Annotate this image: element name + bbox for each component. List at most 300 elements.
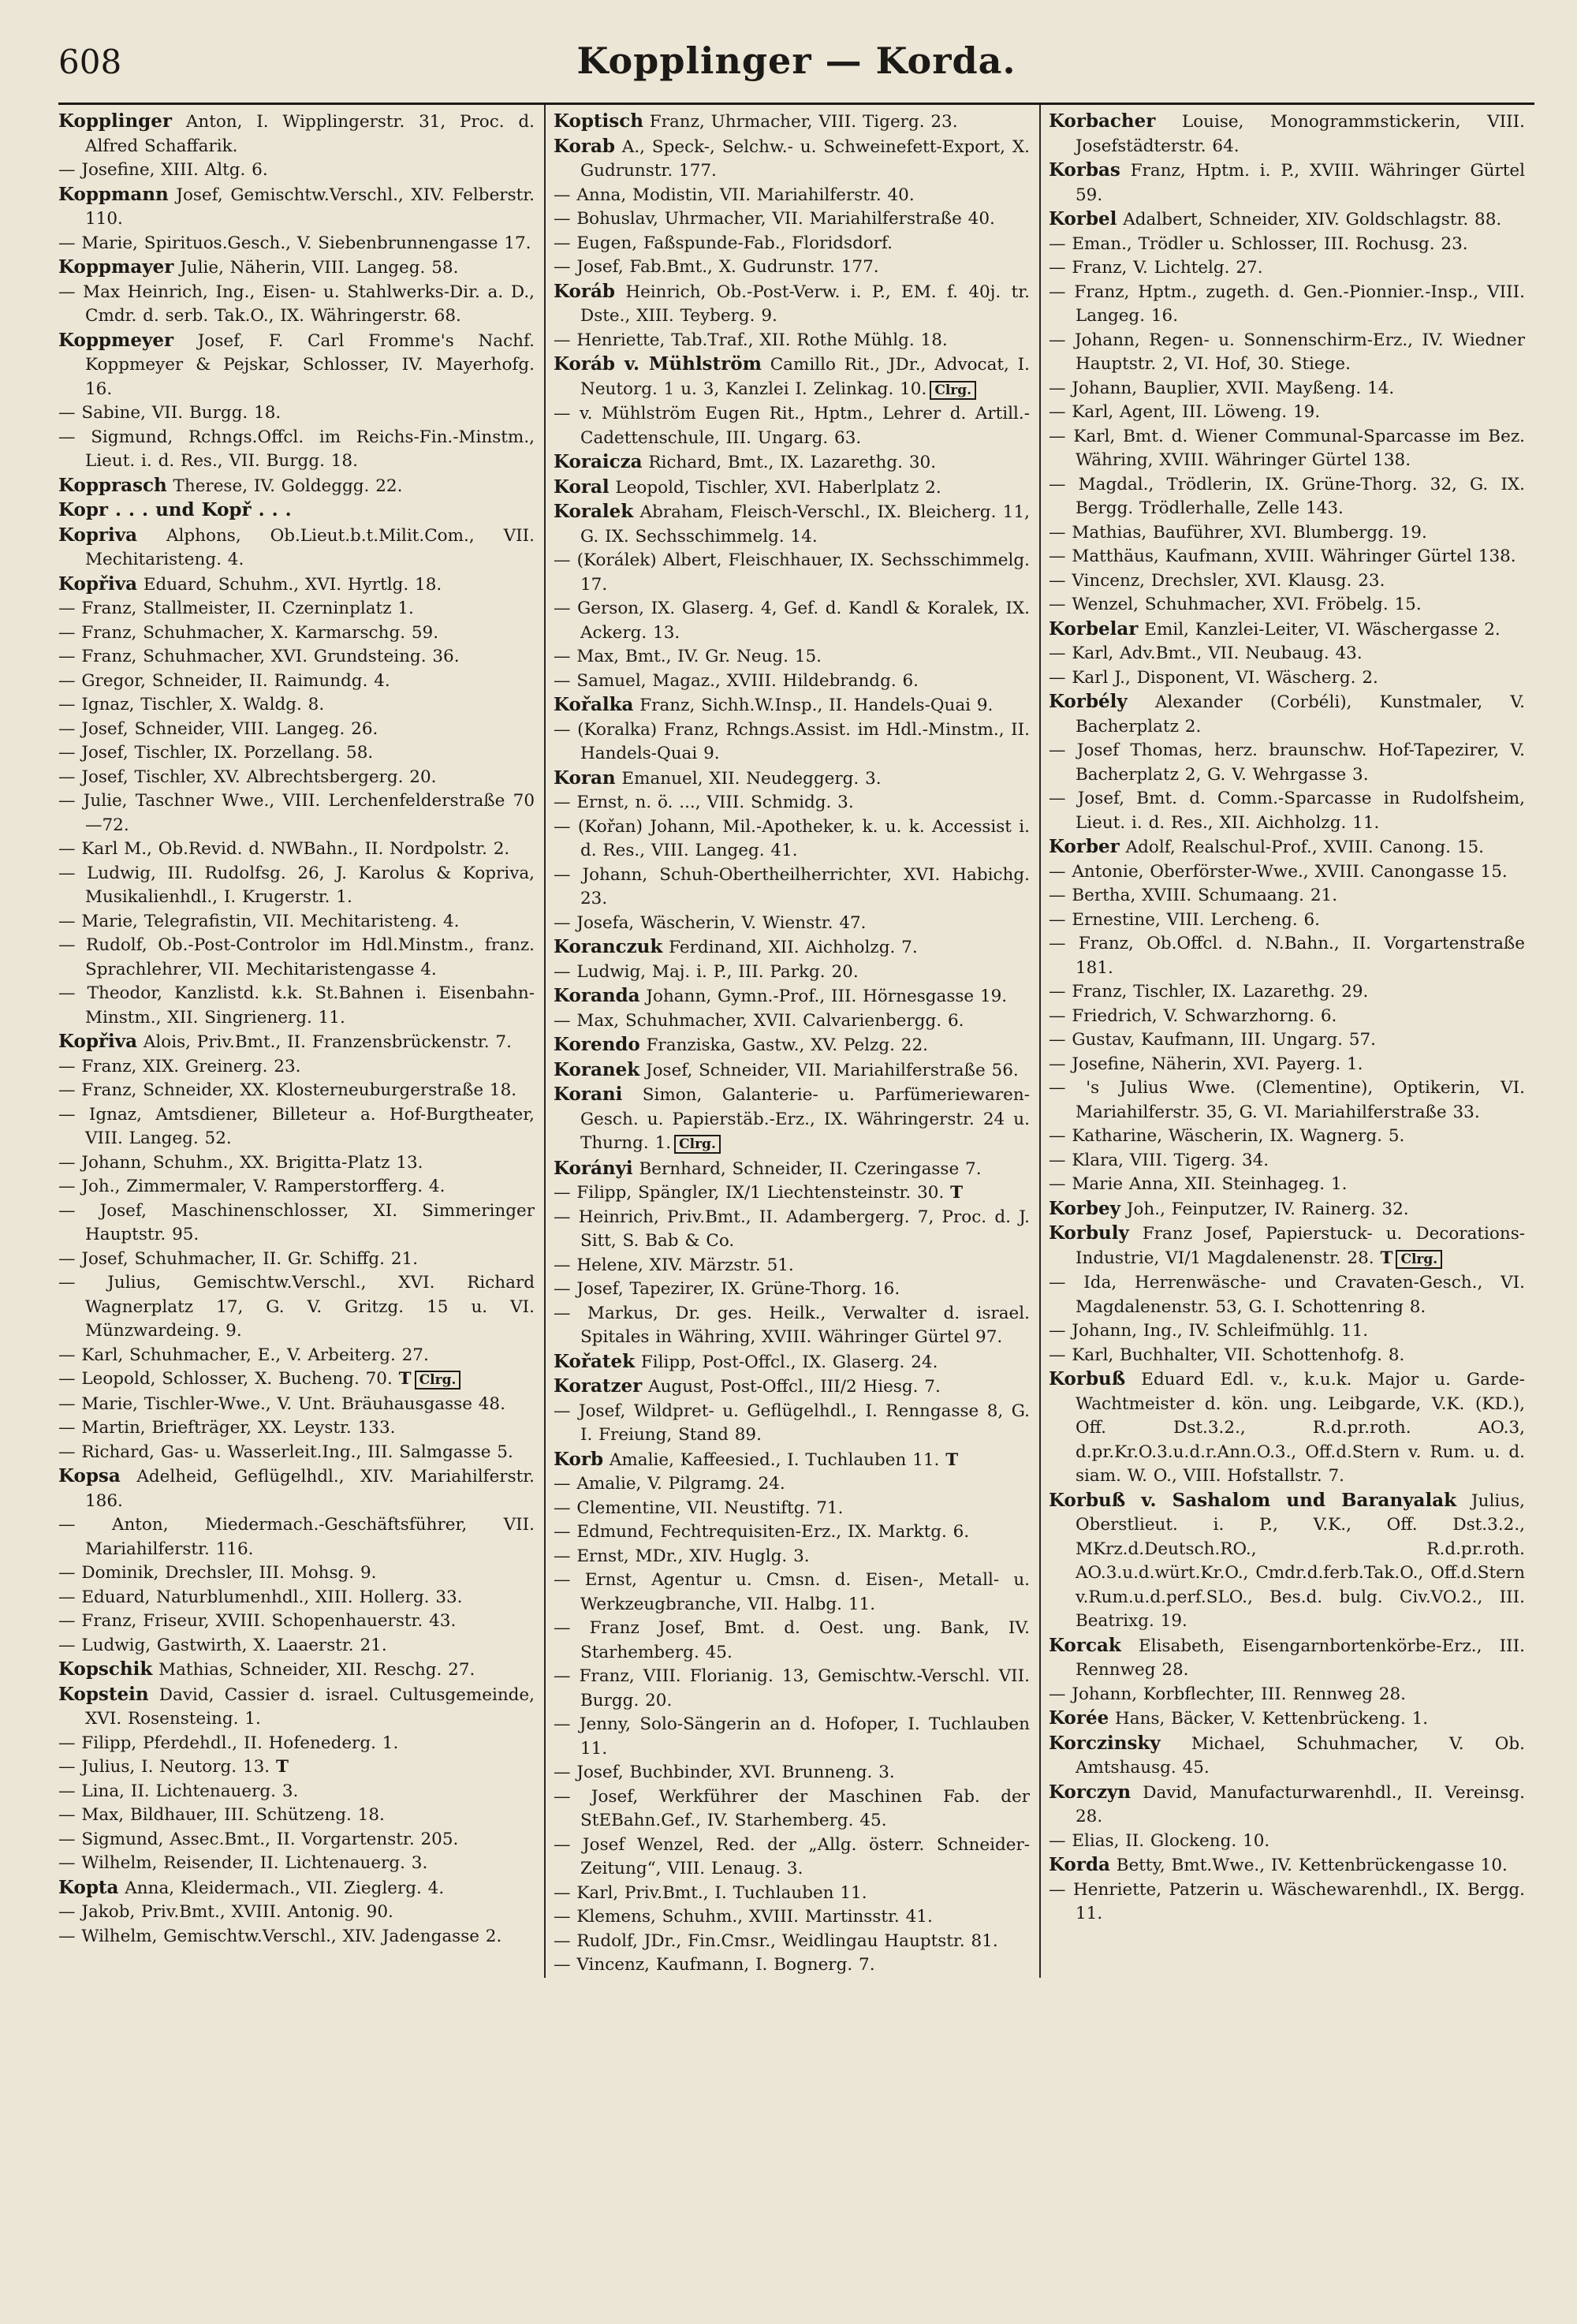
- directory-entry: [58, 837, 535, 862]
- entry-details: — Franz, Stallmeister, II. Czerninplatz 1.: [58, 599, 414, 618]
- entry-details: Leopold, Tischler, XVI. Haberlplatz 2.: [609, 477, 941, 498]
- directory-entry: [58, 426, 535, 474]
- entry-details: — Marie Anna, XII. Steinhageg. 1.: [1049, 1174, 1348, 1194]
- directory-entry: [1049, 1781, 1525, 1830]
- directory-entry: [554, 476, 1030, 501]
- entry-details: — Josef, Buchbinder, XVI. Brunneng. 3.: [554, 1763, 895, 1782]
- telephone-mark: T: [945, 1449, 959, 1470]
- entry-details: — Josef, Schneider, VIII. Langeg. 26.: [58, 718, 378, 739]
- directory-entry: [1049, 980, 1525, 1005]
- entry-details: Elisabeth, Eisengarnbortenkörbe-Erz., III. Rennweg 28.: [1076, 1636, 1525, 1680]
- entry-details: — Karl, Schuhmacher, E., V. Arbeiterg. 27.: [58, 1345, 429, 1365]
- directory-entry: [554, 1785, 1030, 1833]
- directory-entry: [554, 767, 1030, 792]
- directory-entry: [1049, 908, 1525, 933]
- directory-entry: [58, 498, 535, 524]
- entry-details: — Dominik, Drechsler, III. Mohsg. 9.: [58, 1563, 377, 1583]
- directory-entry: [1049, 787, 1525, 835]
- directory-entry: [58, 1634, 535, 1658]
- entry-details: — Josef, Tischler, XV. Albrechtsbergerg. 20.: [58, 767, 437, 787]
- entry-details: Filipp, Post-Offcl., IX. Glaserg. 24.: [635, 1352, 938, 1372]
- entry-details: — Karl, Agent, III. Löweng. 19.: [1049, 402, 1321, 422]
- entry-details: — Johann, Regen- u. Sonnenschirm-Erz., IV. Wiedner Hauptstr. 2, VI. Hof, 30. Stiege.: [1049, 330, 1525, 374]
- column-2: [544, 105, 1039, 1978]
- directory-entry: [58, 741, 535, 766]
- directory-entry: [58, 1030, 535, 1055]
- directory-entry: [58, 183, 535, 232]
- entry-details: — Karl, Adv.Bmt., VII. Neubaug. 43.: [1049, 643, 1363, 663]
- entry-details: — Mathias, Bauführer, XVI. Blumbergg. 19.: [1049, 522, 1427, 543]
- directory-entry: [58, 1901, 535, 1925]
- entry-details: — Max Heinrich, Ing., Eisen- u. Stahlwerks-Dir. a. D., Cmdr. d. serb. Tak.O., IX. Währingerstr. 68.: [58, 282, 535, 326]
- directory-entry: [58, 1610, 535, 1634]
- directory-entry: [58, 1804, 535, 1828]
- directory-entry: [1049, 932, 1525, 980]
- entry-details: — Vincenz, Kaufmann, I. Bognerg. 7.: [554, 1955, 875, 1975]
- entry-surname: Korcak: [1049, 1634, 1121, 1656]
- entry-details: Franz, Sichh.W.Insp., II. Handels-Quai 9.: [633, 696, 994, 715]
- entry-details: — Franz, Friseur, XVIII. Schopenhauerstr. 43.: [58, 1611, 457, 1631]
- entry-details: Emil, Kanzlei-Leiter, VI. Wäschergasse 2.: [1138, 619, 1501, 640]
- entry-details: Anton, I. Wipplingerstr. 31, Proc. d. Alfred Schaffarik.: [85, 112, 535, 156]
- directory-entry: [58, 1683, 535, 1732]
- directory-entry: [554, 1905, 1030, 1930]
- directory-entry: [1049, 593, 1525, 617]
- directory-entry: [58, 1513, 535, 1561]
- entry-details: — Josef, Werkführer der Maschinen Fab. der StEBahn.Gef., IV. Starhemberg. 45.: [554, 1786, 1030, 1830]
- entry-surname: Korbacher: [1049, 110, 1156, 132]
- directory-entry: [554, 1157, 1030, 1182]
- directory-entry: [554, 280, 1030, 329]
- entry-details: — Gerson, IX. Glaserg. 4, Gef. d. Kandl & Koralek, IX. Ackerg. 13.: [554, 599, 1030, 643]
- directory-entry: [554, 670, 1030, 694]
- directory-entry: [554, 1302, 1030, 1350]
- directory-entry: [1049, 569, 1525, 594]
- directory-entry: [1049, 642, 1525, 666]
- directory-entry: [58, 1151, 535, 1176]
- directory-entry: [1049, 1878, 1525, 1927]
- entry-details: Franz, Hptm. i. P., XVIII. Währinger Gürtel 59.: [1076, 161, 1525, 205]
- entry-details: — Richard, Gas- u. Wasserleit.Ing., III. Salmgasse 5.: [58, 1442, 513, 1462]
- directory-entry: [554, 184, 1030, 208]
- entry-details: — Jenny, Solo-Sängerin an d. Hofoper, I. Tuchlauben 11.: [554, 1714, 1030, 1759]
- entry-details: Adelheid, Geflügelhdl., XIV. Mariahilferstr. 186.: [85, 1467, 535, 1511]
- entry-details: — Eugen, Faßspunde-Fab., Floridsdorf.: [554, 233, 893, 253]
- entry-details: — Josef, Wildpret- u. Geflügelhdl., I. Renngasse 8, G. I. Freiung, Stand 89.: [554, 1401, 1030, 1445]
- directory-entry: [554, 1761, 1030, 1785]
- directory-entry: [1049, 1830, 1525, 1854]
- entry-details: Camillo Rit., JDr., Advocat, I. Neutorg. 1 u. 3, Kanzlei I. Zelinkag. 10.: [580, 355, 1030, 399]
- entry-surname: Kopta: [58, 1876, 119, 1898]
- entry-details: — Max, Schuhmacher, XVII. Calvarienbergg. 6.: [554, 1010, 964, 1031]
- directory-entry: [1049, 545, 1525, 569]
- entry-details: — Markus, Dr. ges. Heilk., Verwalter d. israel. Spitales in Währing, XVIII. Währinger Gürtel 97.: [554, 1303, 1030, 1347]
- entry-details: — Gregor, Schneider, II. Raimundg. 4.: [58, 670, 390, 691]
- entry-details: — Samuel, Magaz., XVIII. Hildebrandg. 6.: [554, 670, 919, 691]
- entry-details: — Sigmund, Rchngs.Offcl. im Reichs-Fin.-Minstm., Lieut. i. d. Res., VII. Burgg. 18.: [58, 427, 535, 471]
- entry-details: — Eduard, Naturblumenhdl., XIII. Hollerg. 33.: [58, 1587, 463, 1607]
- entry-details: — Bertha, XVIII. Schumaang. 21.: [1049, 886, 1338, 905]
- entry-details: Ferdinand, XII. Aichholzg. 7.: [662, 938, 918, 957]
- directory-entry: [554, 1882, 1030, 1906]
- directory-entry: [554, 1569, 1030, 1617]
- entry-details: — Josef, Maschinenschlosser, XI. Simmeringer Hauptstr. 95.: [58, 1200, 535, 1244]
- directory-entry: [1049, 666, 1525, 691]
- directory-entry: [1049, 835, 1525, 860]
- entry-details: Joh., Feinputzer, IV. Rainerg. 32.: [1120, 1199, 1409, 1219]
- entry-surname: Kopr . . . und Kopř . . .: [58, 499, 292, 520]
- entry-surname: Kopřiva: [58, 573, 138, 595]
- entry-details: Franz, Uhrmacher, VIII. Tigerg. 23.: [643, 112, 958, 132]
- entry-details: — Antonie, Oberförster-Wwe., XVIII. Canongasse 15.: [1049, 861, 1508, 882]
- entry-details: — Johann, Schuhm., XX. Brigitta-Platz 13.: [58, 1152, 423, 1173]
- entry-surname: Koraicza: [554, 451, 643, 472]
- directory-entry: [1049, 233, 1525, 257]
- entry-surname: Koranek: [554, 1058, 640, 1080]
- entry-details: — Karl, Bmt. d. Wiener Communal-Sparcasse im Bez. Währing, XVIII. Währinger Gürtel 138.: [1049, 426, 1525, 470]
- directory-entry: [1049, 1053, 1525, 1077]
- directory-entry: [1049, 473, 1525, 521]
- directory-entry: [1049, 1028, 1525, 1053]
- entry-surname: Kopplinger: [58, 110, 173, 132]
- entry-surname: Korbély: [1049, 691, 1128, 712]
- directory-entry: [554, 1033, 1030, 1058]
- entry-surname: Koráb: [554, 280, 615, 302]
- entry-details: — Leopold, Schlosser, X. Bucheng. 70.: [58, 1369, 393, 1389]
- directory-entry: [554, 597, 1030, 645]
- directory-entry: [1049, 377, 1525, 401]
- entry-surname: Korbel: [1049, 208, 1117, 229]
- entry-details: Hans, Bäcker, V. Kettenbrückeng. 1.: [1109, 1709, 1429, 1729]
- entry-details: — Josef, Fab.Bmt., X. Gudrunstr. 177.: [554, 257, 879, 277]
- entry-details: — Eman., Trödler u. Schlosser, III. Rochusg. 23.: [1049, 233, 1468, 254]
- directory-entry: [58, 1441, 535, 1465]
- directory-entry: [554, 1009, 1030, 1034]
- entry-details: Josef, Gemischtw.Verschl., XIV. Felberstr. 110.: [85, 185, 535, 229]
- running-title: Kopplinger — Korda.: [576, 39, 1016, 82]
- directory-entry: [58, 862, 535, 910]
- directory-entry: [1049, 329, 1525, 377]
- directory-entry: [58, 329, 535, 402]
- entry-details: — Franz, Schneider, XX. Klosterneuburgerstraße 18.: [58, 1080, 517, 1100]
- entry-details: David, Cassier d. israel. Cultusgemeinde, XVI. Rosensteing. 1.: [85, 1684, 535, 1729]
- directory-entry: [1049, 110, 1525, 159]
- entry-details: — Josef, Tischler, IX. Porzellang. 58.: [58, 743, 374, 763]
- entry-details: — Johann, Schuh-Obertheilherrichter, XVI. Habichg. 23.: [554, 864, 1030, 908]
- directory-entry: [554, 232, 1030, 256]
- entry-details: Anna, Kleidermach., VII. Zieglerg. 4.: [118, 1878, 445, 1898]
- entry-details: — Franz, Tischler, IX. Lazarethg. 29.: [1049, 982, 1369, 1002]
- entry-details: Josef, Schneider, VII. Mariahilferstraße 56.: [639, 1060, 1019, 1080]
- entry-details: — Rudolf, Ob.-Post-Controlor im Hdl.Minstm., franz. Sprachlehrer, VII. Mechitaristengasse 4.: [58, 935, 535, 979]
- directory-entry: [58, 1055, 535, 1080]
- entry-details: — Wenzel, Schuhmacher, XVI. Fröbelg. 15.: [1049, 595, 1422, 614]
- entry-details: — Franz, Ob.Offcl. d. N.Bahn., II. Vorgartenstraße 181.: [1049, 934, 1525, 978]
- entry-surname: Korb: [554, 1448, 604, 1470]
- directory-entry: [1049, 256, 1525, 281]
- entry-details: — Franz, V. Lichtelg. 27.: [1049, 258, 1263, 278]
- directory-entry: [1049, 690, 1525, 739]
- entry-surname: Koppmann: [58, 183, 169, 205]
- directory-entry: [1049, 1149, 1525, 1173]
- entry-details: — Amalie, V. Pilgramg. 24.: [554, 1474, 785, 1494]
- entry-surname: Koranda: [554, 985, 640, 1006]
- entry-details: Julie, Näherin, VIII. Langeg. 58.: [173, 258, 459, 278]
- entry-surname: Korendo: [554, 1034, 640, 1055]
- entry-details: Alphons, Ob.Lieut.b.t.Milit.Com., VII. Mechitaristeng. 4.: [85, 525, 535, 569]
- directory-entry: [58, 1658, 535, 1683]
- column-3: [1039, 105, 1534, 1978]
- entry-details: — Max, Bildhauer, III. Schützeng. 18.: [58, 1805, 385, 1825]
- entry-surname: Koralek: [554, 501, 634, 522]
- entry-surname: Kopřiva: [58, 1031, 138, 1052]
- entry-details: — Henriette, Tab.Traf., XII. Rothe Mühlg. 18.: [554, 330, 948, 350]
- entry-surname: Korbuß: [1049, 1368, 1126, 1390]
- entry-details: — Lina, II. Lichtenauerg. 3.: [58, 1781, 299, 1801]
- entry-details: — Marie, Tischler-Wwe., V. Unt. Bräuhausgasse 48.: [58, 1393, 505, 1414]
- entry-details: Alois, Priv.Bmt., II. Franzensbrückenstr. 7.: [137, 1032, 512, 1052]
- directory-entry: [554, 500, 1030, 549]
- entry-details: Eduard, Schuhm., XVI. Hyrtlg. 18.: [137, 574, 442, 595]
- directory-entry: [1049, 1005, 1525, 1029]
- entry-details: — Julie, Taschner Wwe., VIII. Lerchenfelderstraße 70—72.: [58, 791, 535, 835]
- entry-details: David, Manufacturwarenhdl., II. Vereinsg. 28.: [1076, 1782, 1525, 1826]
- directory-entry: [554, 1206, 1030, 1254]
- directory-entry: [58, 1367, 535, 1393]
- entry-details: — Marie, Telegrafistin, VII. Mechitaristeng. 4.: [58, 911, 460, 931]
- entry-details: A., Speck-, Selchw.- u. Schweinefett-Export, X. Gudrunstr. 177.: [580, 136, 1030, 181]
- directory-entry: [1049, 159, 1525, 207]
- entry-details: Emanuel, XII. Neudeggerg. 3.: [615, 768, 882, 789]
- directory-entry: [1049, 1732, 1525, 1781]
- directory-entry: [58, 1828, 535, 1852]
- directory-entry: [554, 1665, 1030, 1713]
- directory-entry: [554, 1713, 1030, 1761]
- entry-details: Betty, Bmt.Wwe., IV. Kettenbrückengasse 10.: [1109, 1856, 1508, 1875]
- directory-entry: [554, 1375, 1030, 1400]
- directory-entry: [554, 353, 1030, 402]
- directory-entry: [554, 110, 1030, 135]
- entry-details: — Josefa, Wäscherin, V. Wienstr. 47.: [554, 912, 867, 933]
- entry-details: — Theodor, Kanzlistd. k.k. St.Bahnen i. Eisenbahn-Minstm., XII. Singrienerg. 11.: [58, 983, 535, 1028]
- page-number: 608: [58, 43, 122, 81]
- entry-details: — Karl M., Ob.Revid. d. NWBahn., II. Nordpolstr. 2.: [58, 839, 510, 859]
- entry-surname: Kopriva: [58, 524, 138, 546]
- directory-entry: [58, 645, 535, 670]
- directory-entry: [58, 159, 535, 183]
- entry-surname: Korbuly: [1049, 1222, 1129, 1244]
- directory-entry: [1049, 1634, 1525, 1683]
- directory-entry: [58, 232, 535, 256]
- telephone-mark: T: [398, 1369, 412, 1389]
- entry-details: Amalie, Kaffeesied., I. Tuchlauben 11.: [603, 1449, 940, 1470]
- directory-entry: [1049, 1319, 1525, 1344]
- entry-details: Therese, IV. Goldeggg. 22.: [166, 476, 403, 496]
- entry-details: — (Koralka) Franz, Rchngs.Assist. im Hdl.-Minstm., II. Handels-Quai 9.: [554, 719, 1030, 763]
- directory-columns: [58, 103, 1534, 1978]
- entry-surname: Kořatek: [554, 1350, 636, 1372]
- directory-entry: [554, 718, 1030, 767]
- entry-details: — Sigmund, Assec.Bmt., II. Vorgartenstr. 205.: [58, 1829, 459, 1849]
- directory-entry: [58, 934, 535, 982]
- entry-surname: Korczinsky: [1049, 1732, 1161, 1754]
- entry-details: Franz Josef, Papierstuck- u. Decorations-Industrie, VI/1 Magdalenenstr. 28.: [1076, 1224, 1525, 1268]
- entry-surname: Kopschik: [58, 1658, 153, 1680]
- entry-details: — Wilhelm, Reisender, II. Lichtenauerg. 3.: [58, 1853, 428, 1873]
- entry-details: — Karl J., Disponent, VI. Wäscherg. 2.: [1049, 667, 1378, 688]
- entry-details: — Ludwig, Gastwirth, X. Laaerstr. 21.: [58, 1635, 387, 1655]
- entry-details: — Marie, Spirituos.Gesch., V. Siebenbrunnengasse 17.: [58, 233, 531, 253]
- entry-details: — Josefine, XIII. Altg. 6.: [58, 160, 268, 180]
- entry-details: — (Korálek) Albert, Fleischhauer, IX. Sechsschimmelg. 17.: [554, 550, 1030, 595]
- directory-entry: [1049, 1489, 1525, 1634]
- entry-surname: Kopstein: [58, 1683, 149, 1705]
- directory-entry: [554, 961, 1030, 985]
- directory-entry: [58, 718, 535, 742]
- clearing-badge: Clrg.: [674, 1135, 721, 1154]
- entry-details: Johann, Gymn.-Prof., III. Hörnesgasse 19.: [639, 987, 1008, 1006]
- directory-entry: [554, 1254, 1030, 1278]
- directory-entry: [58, 1271, 535, 1344]
- directory-entry: [554, 1930, 1030, 1954]
- entry-details: Bernhard, Schneider, II. Czeringasse 7.: [632, 1158, 982, 1179]
- directory-entry: [1049, 1853, 1525, 1878]
- entry-surname: Koratzer: [554, 1375, 643, 1397]
- entry-surname: Korda: [1049, 1854, 1110, 1875]
- directory-entry: [554, 1083, 1030, 1157]
- directory-entry: [554, 864, 1030, 912]
- entry-details: — Matthäus, Kaufmann, XVIII. Währinger Gürtel 138.: [1049, 546, 1516, 566]
- directory-entry: [554, 1833, 1030, 1882]
- directory-entry: [554, 693, 1030, 718]
- directory-entry: [58, 1876, 535, 1901]
- directory-entry: [554, 1953, 1030, 1978]
- entry-details: Alexander (Corbéli), Kunstmaler, V. Bacherplatz 2.: [1076, 692, 1525, 737]
- directory-entry: [1049, 521, 1525, 546]
- directory-entry: [1049, 1271, 1525, 1319]
- directory-entry: [1049, 207, 1525, 233]
- directory-entry: [58, 573, 535, 598]
- entry-details: August, Post-Offcl., III/2 Hiesg. 7.: [642, 1377, 941, 1397]
- directory-entry: [58, 670, 535, 694]
- directory-entry: [554, 135, 1030, 184]
- entry-surname: Koppmeyer: [58, 329, 174, 351]
- entry-details: — (Kořan) Johann, Mil.-Apotheker, k. u. k. Accessist i. d. Res., VIII. Langeg. 41.: [554, 816, 1030, 860]
- entry-details: — Filipp, Pferdehdl., II. Hofenederg. 1.: [58, 1733, 399, 1753]
- directory-entry: [58, 982, 535, 1030]
- directory-entry: [1049, 1367, 1525, 1489]
- entry-details: — Rudolf, JDr., Fin.Cmsr., Weidlingau Hauptstr. 81.: [554, 1930, 998, 1951]
- entry-details: — Katharine, Wäscherin, IX. Wagnerg. 5.: [1049, 1126, 1405, 1146]
- directory-entry: [58, 1344, 535, 1368]
- entry-details: — Johann, Ing., IV. Schleifmühlg. 11.: [1049, 1321, 1369, 1341]
- directory-entry: [58, 1464, 535, 1513]
- directory-entry: [1049, 884, 1525, 908]
- entry-details: — Franz Josef, Bmt. d. Oest. ung. Bank, IV. Starhemberg. 45.: [554, 1618, 1030, 1662]
- entry-surname: Koráb v. Mühlström: [554, 353, 762, 375]
- directory-entry: [554, 1278, 1030, 1302]
- entry-details: — Klara, VIII. Tigerg. 34.: [1049, 1150, 1269, 1170]
- entry-details: — Henriette, Patzerin u. Wäschewarenhdl., IX. Bergg. 11.: [1049, 1879, 1525, 1923]
- directory-entry: [554, 256, 1030, 280]
- directory-entry: [1049, 1125, 1525, 1149]
- directory-entry: [58, 401, 535, 426]
- entry-details: — Josef Thomas, herz. braunschw. Hof-Tapezirer, V. Bacherplatz 2, G. V. Wehrgasse 3.: [1049, 740, 1525, 785]
- entry-details: — Wilhelm, Gemischtw.Verschl., XIV. Jadengasse 2.: [58, 1926, 502, 1946]
- entry-surname: Kořalka: [554, 694, 634, 715]
- telephone-mark: T: [275, 1757, 289, 1777]
- entry-details: — Klemens, Schuhm., XVIII. Martinsstr. 41.: [554, 1907, 933, 1927]
- clearing-badge: Clrg.: [415, 1371, 461, 1390]
- entry-details: — 's Julius Wwe. (Clementine), Optikerin, VI. Mariahilferstr. 35, G. VI. Mariahilferstraße 33.: [1049, 1078, 1525, 1122]
- entry-details: — Vincenz, Drechsler, XVI. Klausg. 23.: [1049, 570, 1385, 591]
- directory-entry: [1049, 281, 1525, 329]
- directory-entry: [1049, 860, 1525, 885]
- directory-entry: [58, 766, 535, 790]
- directory-entry: [554, 645, 1030, 670]
- entry-details: — Josef Wenzel, Red. der „Allg. österr. Schneider-Zeitung“, VIII. Lenaug. 3.: [554, 1834, 1030, 1878]
- directory-entry: [1049, 1173, 1525, 1197]
- directory-entry: [1049, 739, 1525, 787]
- directory-entry: [554, 1400, 1030, 1448]
- entry-details: — v. Mühlström Eugen Rit., Hptm., Lehrer d. Artill.-Cadettenschule, III. Ungarg. 63.: [554, 404, 1030, 448]
- entry-details: — Karl, Buchhalter, VII. Schottenhofg. 8.: [1049, 1345, 1405, 1365]
- directory-entry: [554, 1497, 1030, 1521]
- directory-entry: [58, 110, 535, 159]
- directory-entry: [1049, 1222, 1525, 1271]
- entry-details: Heinrich, Ob.-Post-Verw. i. P., EM. f. 40j. tr. Dste., XIII. Teyberg. 9.: [580, 282, 1030, 326]
- entry-details: — Clementine, VII. Neustiftg. 71.: [554, 1498, 844, 1518]
- entry-details: — Gustav, Kaufmann, III. Ungarg. 57.: [1049, 1030, 1376, 1050]
- entry-details: — Johann, Korbflechter, III. Rennweg 28.: [1049, 1684, 1406, 1704]
- entry-details: — Ernestine, VIII. Lercheng. 6.: [1049, 909, 1321, 930]
- entry-details: — Josef, Schuhmacher, II. Gr. Schiffg. 21.: [58, 1248, 419, 1269]
- directory-entry: [1049, 1197, 1525, 1222]
- directory-entry: [58, 1586, 535, 1610]
- entry-details: — Franz, VIII. Florianig. 13, Gemischtw.-Verschl. VII. Burgg. 20.: [554, 1666, 1030, 1710]
- entry-details: — Karl, Priv.Bmt., I. Tuchlauben 11.: [554, 1882, 867, 1903]
- entry-details: Mathias, Schneider, XII. Reschg. 27.: [152, 1660, 475, 1680]
- entry-details: — Anna, Modistin, VII. Mariahilferstr. 40.: [554, 185, 915, 205]
- entry-details: — Johann, Bauplier, XVII. Mayßeng. 14.: [1049, 378, 1395, 398]
- entry-details: — Max, Bmt., IV. Gr. Neug. 15.: [554, 647, 822, 666]
- directory-entry: [554, 935, 1030, 961]
- directory-entry: [58, 1248, 535, 1272]
- entry-details: Louise, Monogrammstickerin, VIII. Josefstädterstr. 64.: [1076, 112, 1525, 156]
- directory-entry: [554, 815, 1030, 864]
- entry-details: — Helene, XIV. Märzstr. 51.: [554, 1255, 794, 1275]
- entry-surname: Koppmayer: [58, 256, 174, 278]
- entry-details: Adalbert, Schneider, XIV. Goldschlagstr. 88.: [1117, 210, 1502, 229]
- entry-details: — Joh., Zimmermaler, V. Ramperstorfferg. 4.: [58, 1177, 446, 1196]
- telephone-mark: T: [1380, 1248, 1393, 1268]
- entry-details: Simon, Galanterie- u. Parfümeriewaren-Gesch. u. Papierstäb.-Erz., IX. Währingerstr. 24 u. Thurng. 1.: [580, 1085, 1030, 1153]
- entry-surname: Korab: [554, 135, 615, 157]
- directory-entry: [554, 1350, 1030, 1375]
- directory-entry: [1049, 1344, 1525, 1368]
- directory-entry: [58, 1199, 535, 1248]
- entry-details: Michael, Schuhmacher, V. Ob. Amtshausg. 45.: [1076, 1733, 1525, 1778]
- entry-details: Abraham, Fleisch-Verschl., IX. Bleicherg. 11, G. IX. Sechsschimmelg. 14.: [580, 502, 1030, 546]
- directory-entry: [58, 597, 535, 621]
- clearing-badge: Clrg.: [930, 381, 976, 400]
- entry-details: — Jakob, Priv.Bmt., XVIII. Antonig. 90.: [58, 1902, 393, 1922]
- directory-entry: [1049, 425, 1525, 473]
- directory-entry: [554, 1520, 1030, 1545]
- entry-details: — Franz, Schuhmacher, XVI. Grundsteing. 36.: [58, 647, 460, 666]
- entry-details: — Josefine, Näherin, XVI. Payerg. 1.: [1049, 1054, 1363, 1074]
- directory-entry: [58, 621, 535, 646]
